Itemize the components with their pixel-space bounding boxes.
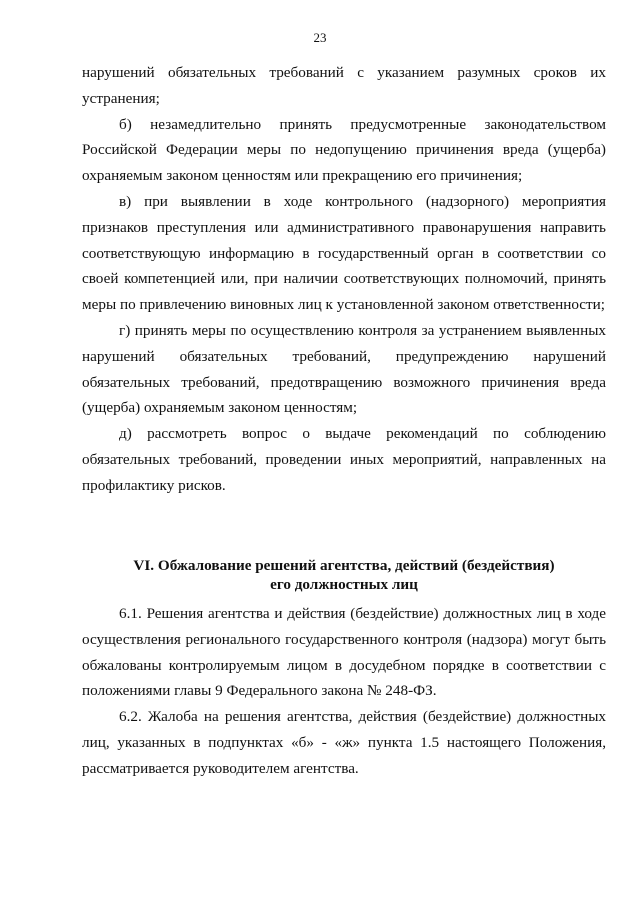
paragraph-item-b: б) незамедлительно принять предусмотренные законодательством Российской Федерации меры по недопущению причинения вреда (ущерба) охраняемым законом ценностям или прекращению его причинения; (82, 115, 606, 185)
paragraph-item-g: г) принять меры по осуществлению контроля за устранением выявленных нарушений обязательных требований, предупреждению нарушений обязательных требований, предотвращению возможного причинения вреда (ущерба) охраняемым законом ценностям; (82, 321, 606, 417)
section-heading-line-1: VI. Обжалование решений агентства, действий (бездействия) (133, 557, 555, 574)
paragraph-item-v: в) при выявлении в ходе контрольного (надзорного) мероприятия признаков преступления или административного правонарушения направить соответствующую информацию в государственный орган в соответствии со своей компетенцией или, при наличии соответствующих полномочий, принять меры по привлечению виновных лиц к установленной законом ответственности; (82, 192, 606, 314)
document-body (82, 60, 606, 499)
page-number: 23 (313, 30, 327, 45)
section-body (82, 601, 606, 782)
paragraph-continuation: нарушений обязательных требований с указанием разумных сроков их устранения; (82, 64, 606, 107)
section-heading (82, 556, 606, 594)
section-heading-line-2: его должностных лиц (270, 576, 418, 593)
paragraph-item-d: д) рассмотреть вопрос о выдаче рекомендаций по соблюдению обязательных требований, проведении иных мероприятий, направленных на профилактику рисков. (82, 425, 606, 494)
paragraph-6-2: 6.2. Жалоба на решения агентства, действия (бездействие) должностных лиц, указанных в подпунктах «б» - «ж» пункта 1.5 настоящего Положения, рассматривается руководителем агентства. (82, 708, 606, 777)
paragraph-6-1: 6.1. Решения агентства и действия (бездействие) должностных лиц в ходе осуществления регионального государственного контроля (надзора) могут быть обжалованы контролируемым лицом в досудебном порядке в соответствии с положениями главы 9 Федерального закона № 248-ФЗ. (82, 605, 606, 700)
